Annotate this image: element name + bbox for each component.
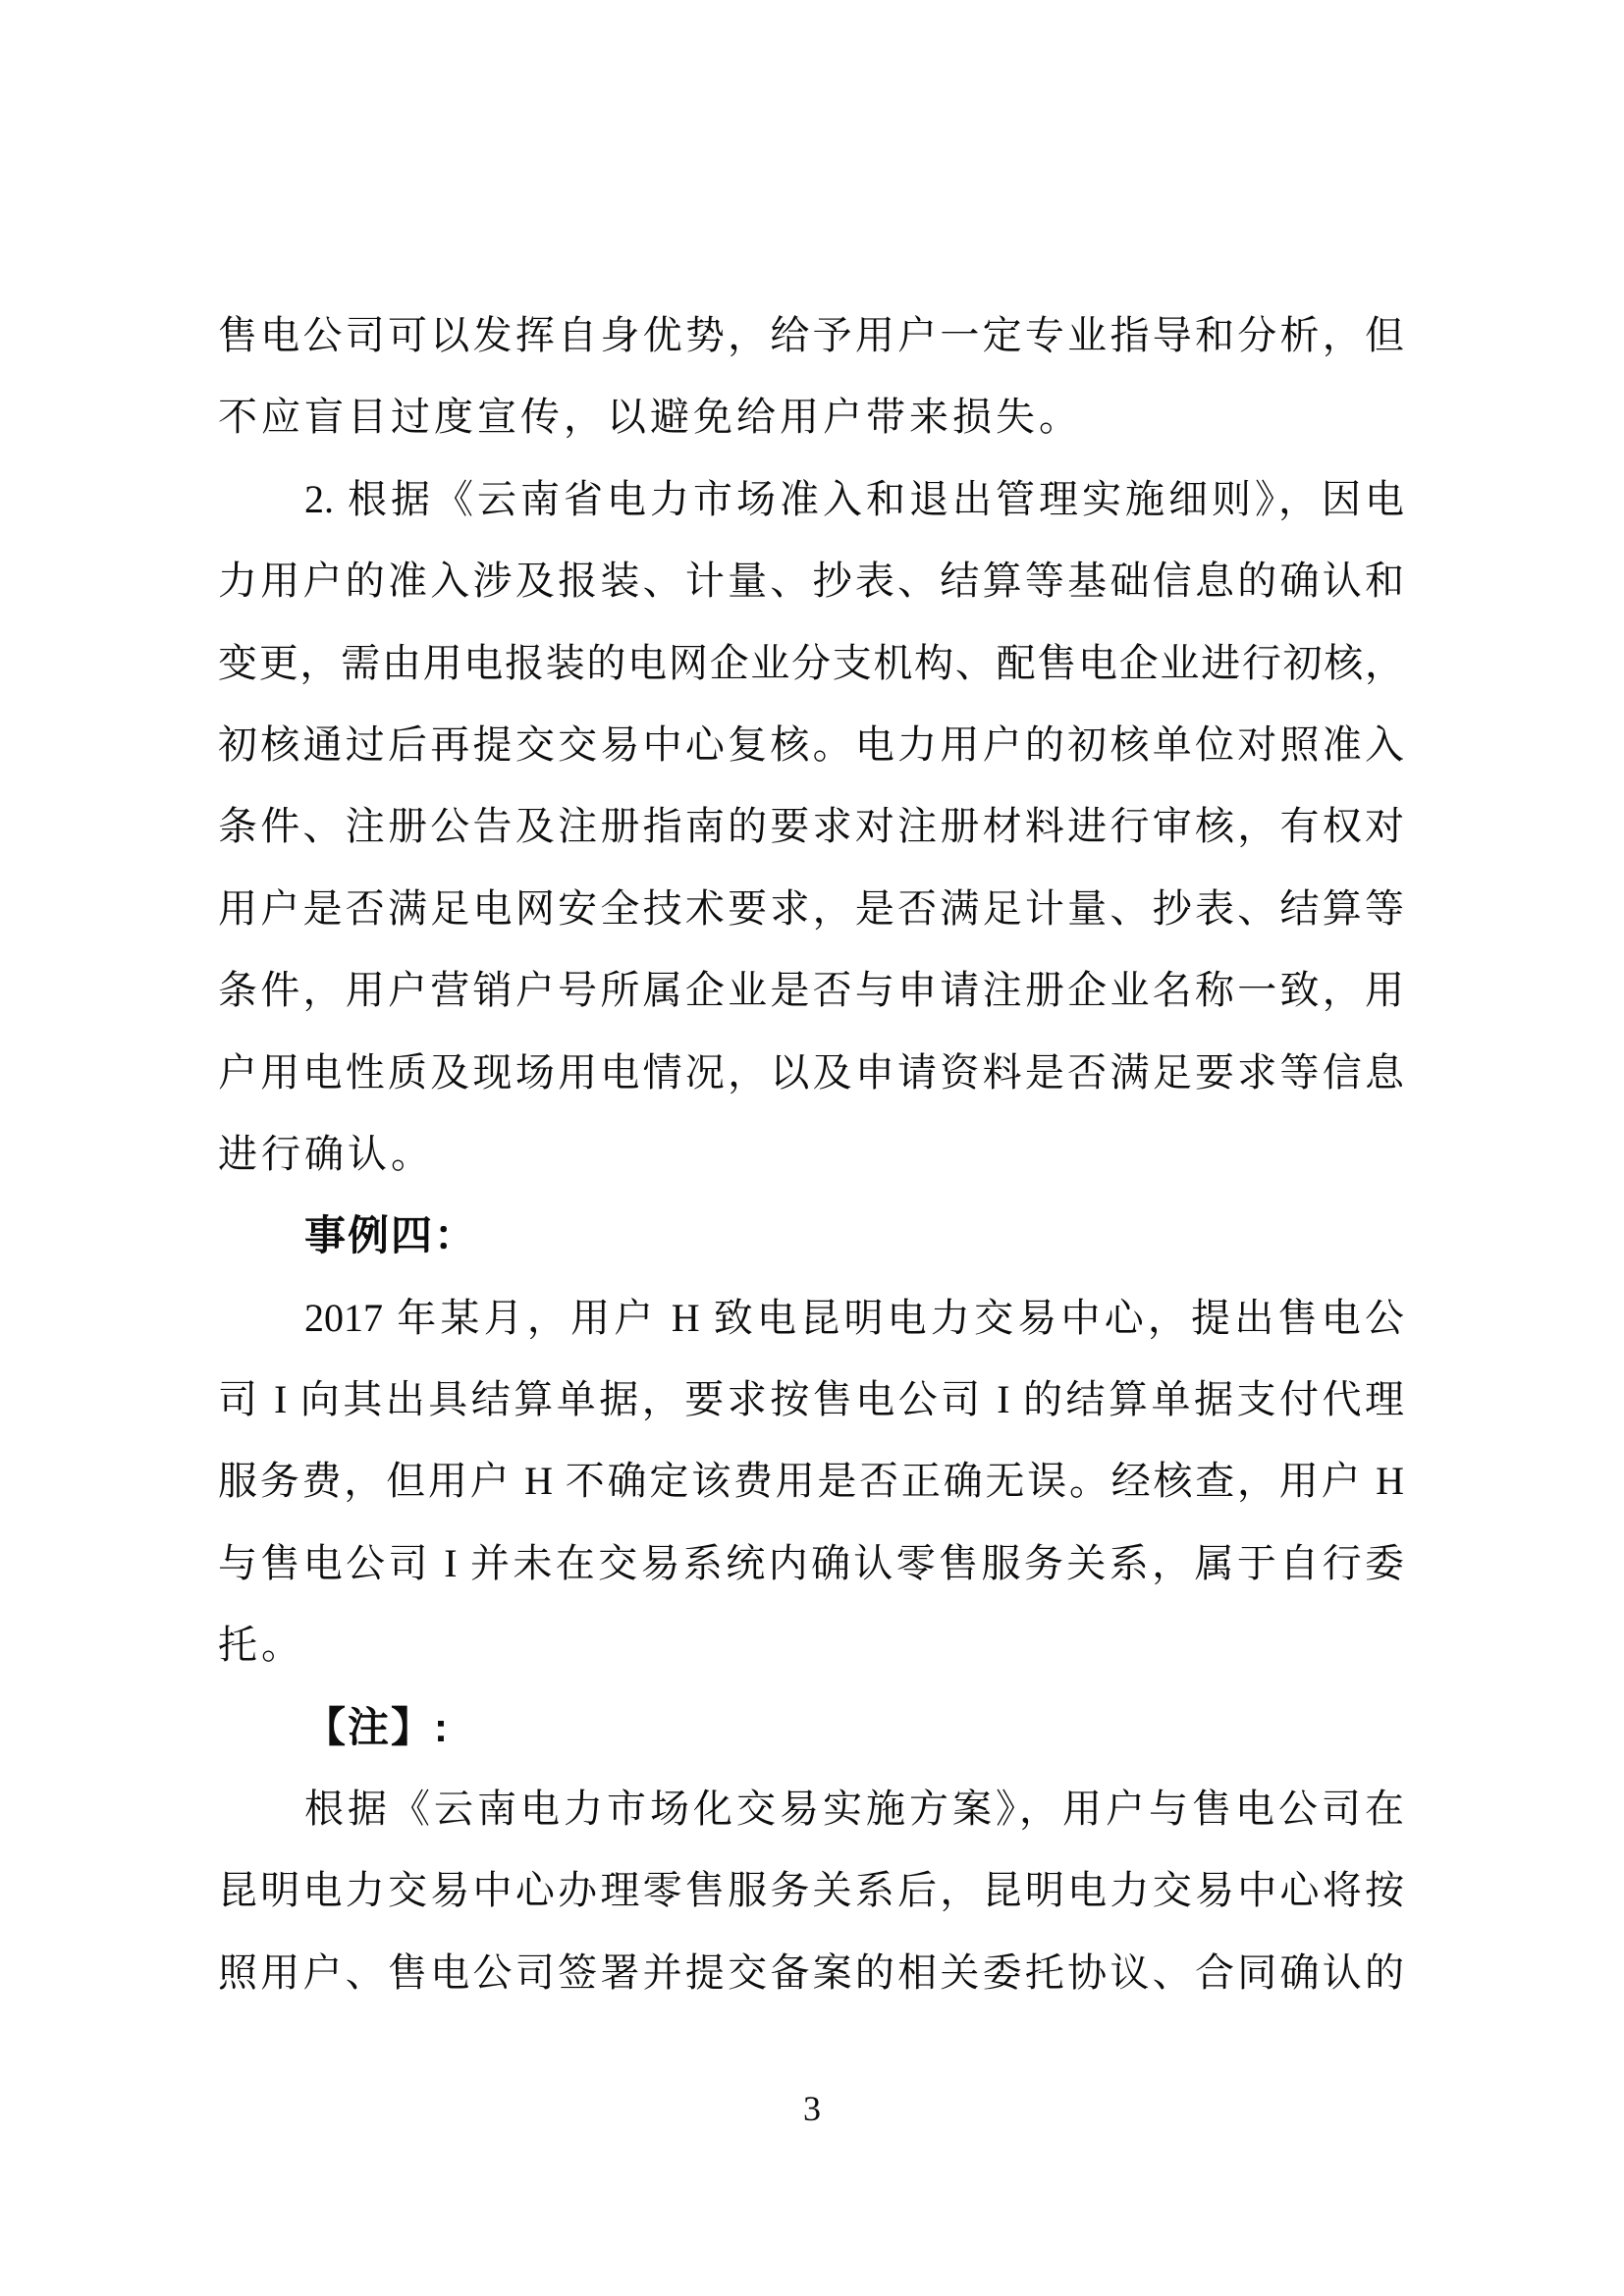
heading-case-four: 事例四： bbox=[304, 1212, 478, 1259]
body-line-19: 根据《云南电力市场化交易实施方案》，用户与售电公司在 bbox=[304, 1787, 1404, 1832]
text-body bbox=[218, 294, 1404, 2013]
body-line-8: 用户是否满足电网安全技术要求，是否满足计量、抄表、结算等 bbox=[218, 885, 1404, 931]
body-line-7: 条件、注册公告及注册指南的要求对注册材料进行审核，有权对 bbox=[218, 804, 1404, 849]
body-line-16: 与售电公司 I 并未在交易系统内确认零售服务关系，属于自行委 bbox=[218, 1540, 1404, 1585]
body-line-3: 2. 根据《云南省电力市场准入和退出管理实施细则》，因电 bbox=[304, 476, 1404, 521]
body-line-21: 照用户、售电公司签署并提交备案的相关委托协议、合同确认的 bbox=[218, 1949, 1404, 1995]
body-line-17: 托。 bbox=[218, 1623, 304, 1668]
body-line-20: 昆明电力交易中心办理零售服务关系后，昆明电力交易中心将按 bbox=[218, 1868, 1404, 1913]
body-line-1: 售电公司可以发挥自身优势，给予用户一定专业指导和分析，但 bbox=[218, 313, 1404, 357]
body-line-6: 初核通过后再提交交易中心复核。电力用户的初核单位对照准入 bbox=[218, 721, 1404, 767]
body-line-5: 变更，需由用电报装的电网企业分支机构、配售电企业进行初核， bbox=[218, 640, 1404, 685]
heading-note: 【注】: bbox=[304, 1703, 450, 1750]
page-number: 3 bbox=[803, 2089, 821, 2128]
body-line-11: 进行确认。 bbox=[218, 1131, 434, 1176]
body-line-4: 力用户的准入涉及报装、计量、抄表、结算等基础信息的确认和 bbox=[218, 559, 1404, 604]
body-line-10: 户用电性质及现场用电情况，以及申请资料是否满足要求等信息 bbox=[218, 1049, 1404, 1095]
body-line-13: 2017 年某月，用户 H 致电昆明电力交易中心，提出售电公 bbox=[304, 1295, 1404, 1340]
body-line-9: 条件，用户营销户号所属企业是否与申请注册企业名称一致，用 bbox=[218, 968, 1404, 1013]
body-line-15: 服务费，但用户 H 不确定该费用是否正确无误。经核查，用户 H bbox=[218, 1459, 1404, 1504]
body-line-2: 不应盲目过度宣传，以避免给用户带来损失。 bbox=[218, 395, 1082, 440]
body-line-14: 司 I 向其出具结算单据，要求按售电公司 I 的结算单据支付代理 bbox=[218, 1377, 1404, 1422]
